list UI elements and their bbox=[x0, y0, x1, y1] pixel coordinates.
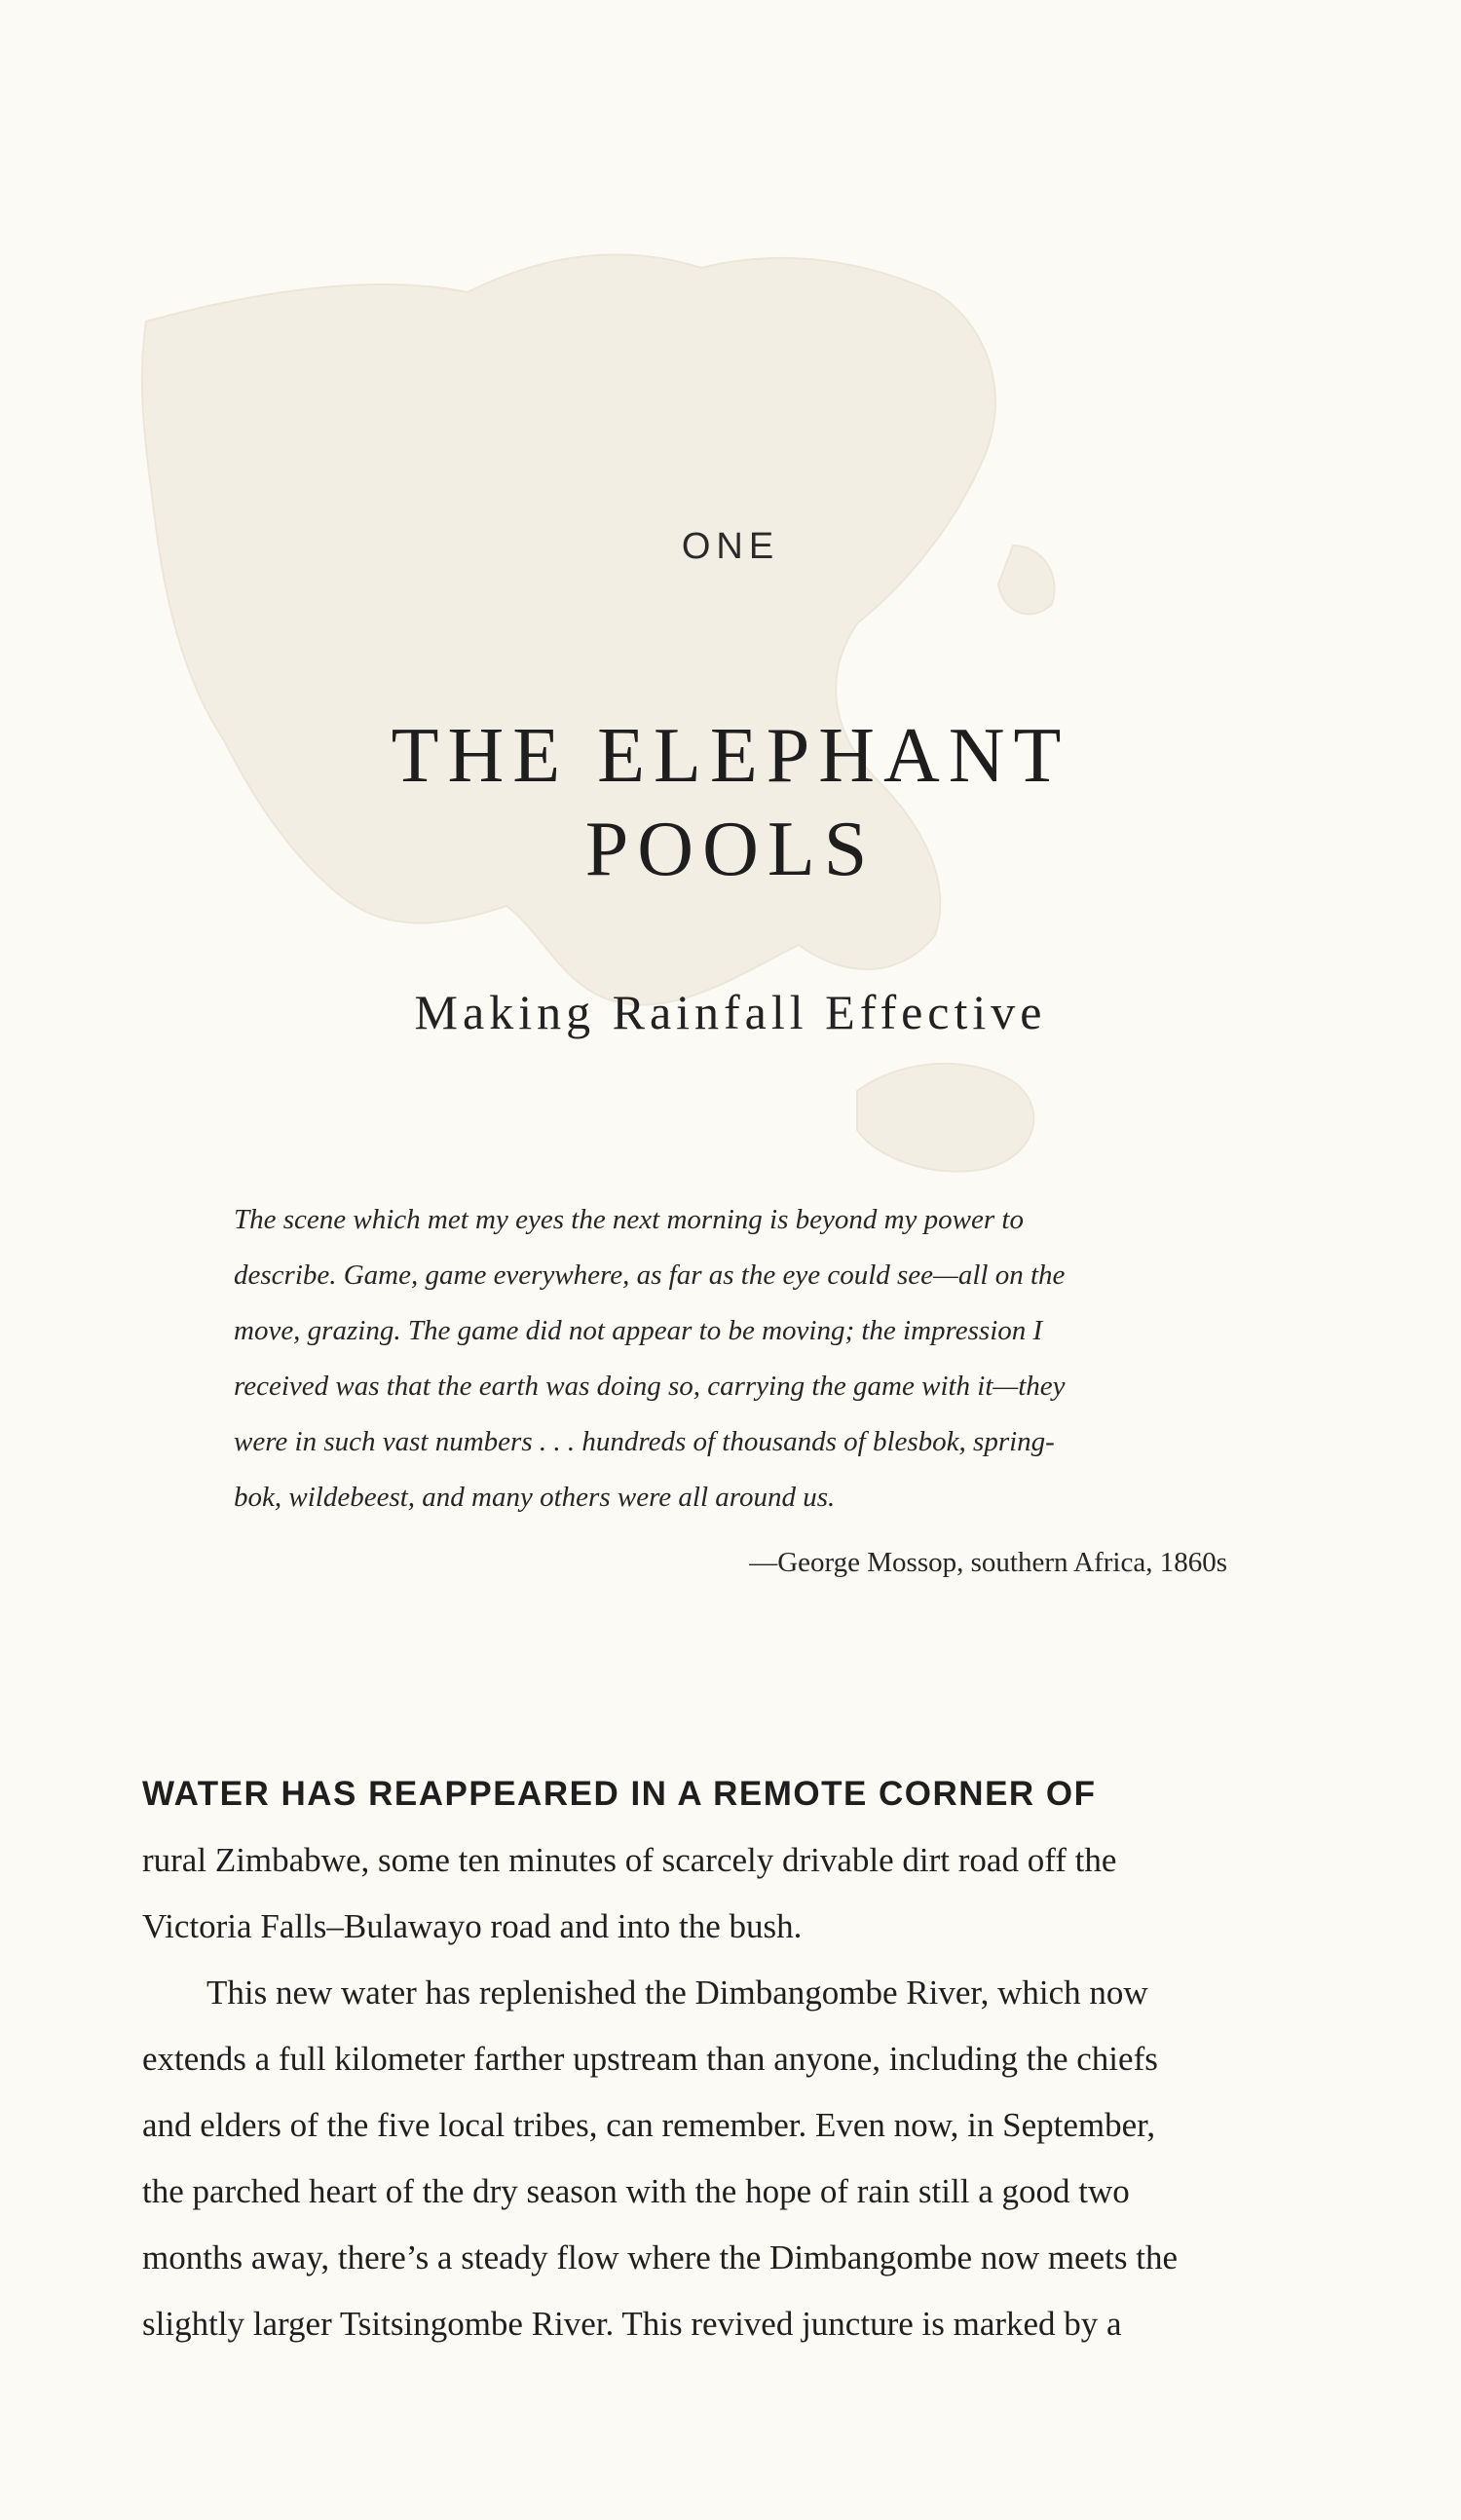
body-text bbox=[142, 1761, 1319, 2357]
chapter-title-line-2: POOLS bbox=[584, 807, 877, 892]
body-line: slightly larger Tsitsingombe River. This revived juncture is marked by a bbox=[142, 2305, 1122, 2343]
body-line: Victoria Falls–Bulawayo road and into the bush. bbox=[142, 1907, 803, 1945]
epigraph-line: describe. Game, game everywhere, as far as the eye could see—all on the bbox=[234, 1260, 1066, 1291]
epigraph-line: bok, wildebeest, and many others were all around us. bbox=[234, 1482, 836, 1513]
paragraph-1 bbox=[142, 1761, 1319, 1960]
body-line: extends a full kilometer farther upstream than anyone, including the chiefs bbox=[142, 2040, 1158, 2078]
paragraph-2 bbox=[142, 1960, 1319, 2357]
chapter-subtitle: Making Rainfall Effective bbox=[414, 985, 1047, 1039]
epigraph bbox=[234, 1192, 1227, 1582]
epigraph-quote bbox=[234, 1192, 1227, 1525]
epigraph-line: The scene which met my eyes the next morning is beyond my power to bbox=[234, 1204, 1024, 1235]
body-line: rural Zimbabwe, some ten minutes of scarcely drivable dirt road off the bbox=[142, 1841, 1117, 1879]
lead-in: WATER HAS REAPPEARED IN A REMOTE CORNER OF bbox=[142, 1775, 1097, 1813]
chapter-title-line-1: THE ELEPHANT bbox=[391, 713, 1070, 799]
chapter-title bbox=[0, 709, 1461, 896]
epigraph-line: received was that the earth was doing so, carrying the game with it—they bbox=[234, 1371, 1066, 1402]
body-line: months away, there’s a steady flow where the Dimbangombe now meets the bbox=[142, 2238, 1178, 2276]
body-line: the parched heart of the dry season with the hope of rain still a good two bbox=[142, 2172, 1130, 2210]
epigraph-line: move, grazing. The game did not appear to be moving; the impression I bbox=[234, 1315, 1043, 1346]
body-line: This new water has replenished the Dimbangombe River, which now bbox=[206, 1974, 1148, 2012]
epigraph-attribution: —George Mossop, southern Africa, 1860s bbox=[749, 1547, 1227, 1578]
chapter-number: ONE bbox=[681, 526, 780, 567]
epigraph-line: were in such vast numbers . . . hundreds of thousands of blesbok, spring- bbox=[234, 1426, 1055, 1457]
body-line: and elders of the five local tribes, can remember. Even now, in September, bbox=[142, 2106, 1156, 2144]
